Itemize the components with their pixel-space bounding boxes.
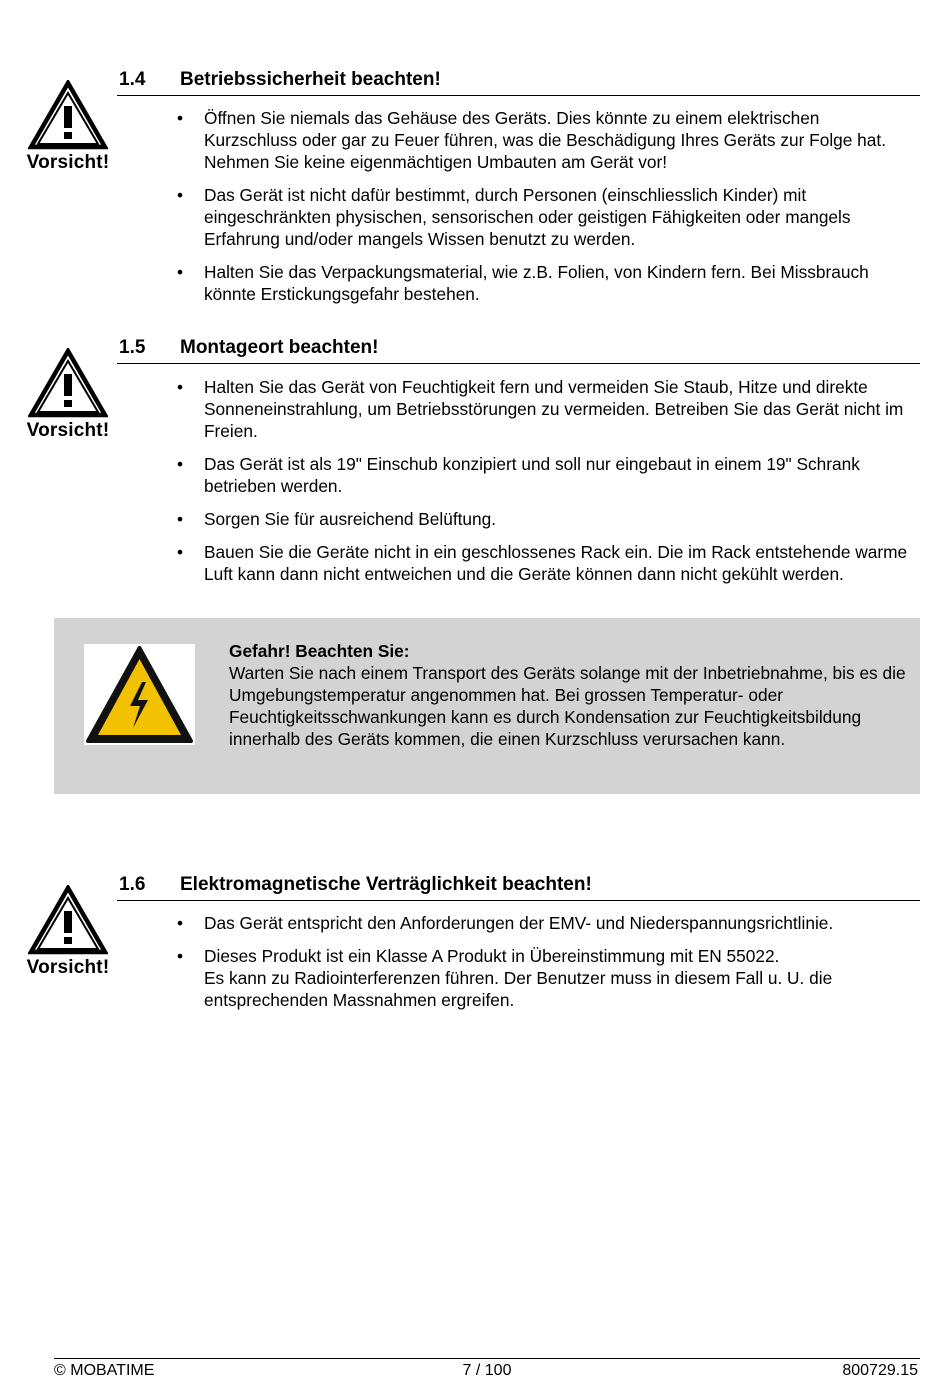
bullet: •: [177, 542, 184, 562]
section-header-1-4: [117, 69, 920, 96]
bullet: •: [177, 946, 184, 966]
warning-marker-1-5: [20, 348, 116, 442]
list-item-text: Halten Sie das Gerät von Feuchtigkeit fern und vermeiden Sie Staub, Hitze und direkte Sonneneinstrahlung, um Betriebsstörungen zu vermeiden. Betreiben Sie das Gerät nicht im Freien.: [204, 377, 904, 441]
bullet: •: [177, 913, 184, 933]
section-title: Elektromagnetische Verträglichkeit beachten!: [180, 874, 592, 895]
section-number: 1.4: [119, 69, 146, 90]
list-item: [175, 912, 915, 934]
section-number: 1.6: [119, 874, 146, 895]
list-item: [175, 184, 915, 250]
danger-text: Warten Sie nach einem Transport des Geräts solange mit der Inbetriebnahme, bis es die Umgebungstemperatur angenommen hat. Bei grossen Temperatur- oder Feuchtigkeitsschwankungen kann es durch Kondensation zur Feuchtigkeitsbildung innerhalb des Geräts kommen, die einen Kurzschluss verursachen kann.: [229, 663, 906, 749]
section-title: Betriebssicherheit beachten!: [180, 69, 441, 90]
bullet: •: [177, 454, 184, 474]
high-voltage-icon: [84, 644, 195, 745]
bullet: •: [177, 509, 184, 529]
warning-triangle-icon: [28, 885, 108, 955]
list-item-text: Das Gerät entspricht den Anforderungen der EMV- und Niederspannungsrichtlinie.: [204, 913, 834, 933]
section-header-1-6: [117, 874, 920, 901]
warning-marker-1-6: [20, 885, 116, 979]
footer-page-number: 7 / 100: [462, 1362, 512, 1379]
list-item-text: Halten Sie das Verpackungsmaterial, wie z.B. Folien, von Kindern fern. Bei Missbrauch könnte Erstickungsgefahr bestehen.: [204, 262, 869, 304]
list-item-text: Das Gerät ist nicht dafür bestimmt, durch Personen (einschliesslich Kinder) mit eingeschränkten physischen, sensorischen oder geistigen Fähigkeiten oder mangels Erfahrung und/oder mangels Wissen benutzt zu werden.: [204, 185, 851, 249]
section-header-1-5: [117, 337, 920, 364]
bullet: •: [177, 377, 184, 397]
list-item: [175, 261, 915, 305]
list-item: [175, 541, 915, 585]
warning-triangle-icon: [28, 348, 108, 418]
warning-label: Vorsicht!: [26, 152, 110, 173]
list-item-text: Dieses Produkt ist ein Klasse A Produkt in Übereinstimmung mit EN 55022. Es kann zu Radiointerferenzen führen. Der Benutzer muss in diesem Fall u. U. die entsprechenden Massnahmen ergreifen.: [204, 946, 833, 1010]
list-item: [175, 453, 915, 497]
bullet: •: [177, 185, 184, 205]
section-title: Montageort beachten!: [180, 337, 379, 358]
list-item-text: Öffnen Sie niemals das Gehäuse des Geräts. Dies könnte zu einem elektrischen Kurzschluss oder gar zu Feuer führen, was die Beschädigung Ihres Geräts zur Folge hat. Nehmen Sie keine eigenmächtigen Umbauten am Gerät vor!: [204, 108, 887, 172]
section-1-6-list: [175, 912, 915, 1022]
warning-label: Vorsicht!: [26, 957, 110, 978]
danger-notice-box: [54, 618, 920, 794]
list-item-text: Sorgen Sie für ausreichend Belüftung.: [204, 509, 497, 529]
bullet: •: [177, 108, 184, 128]
list-item-text: Bauen Sie die Geräte nicht in ein geschlossenes Rack ein. Die im Rack entstehende warme Luft kann dann nicht entweichen und die Geräte können dann nicht gekühlt werden.: [204, 542, 908, 584]
list-item: [175, 508, 915, 530]
section-1-4-list: [175, 107, 915, 316]
page-footer: [54, 1358, 920, 1384]
list-item: [175, 376, 915, 442]
list-item: [175, 107, 915, 173]
warning-label: Vorsicht!: [26, 420, 110, 441]
warning-marker-1-4: [20, 80, 116, 174]
footer-doc-number: 800729.15: [842, 1362, 918, 1379]
bullet: •: [177, 262, 184, 282]
section-number: 1.5: [119, 337, 146, 358]
section-1-5-list: [175, 376, 915, 596]
warning-triangle-icon: [28, 80, 108, 150]
list-item-text: Das Gerät ist als 19" Einschub konzipiert und soll nur eingebaut in einem 19" Schrank betrieben werden.: [204, 454, 860, 496]
footer-copyright: © MOBATIME: [54, 1362, 155, 1379]
list-item: [175, 945, 915, 1011]
danger-title: Gefahr! Beachten Sie:: [229, 641, 410, 661]
